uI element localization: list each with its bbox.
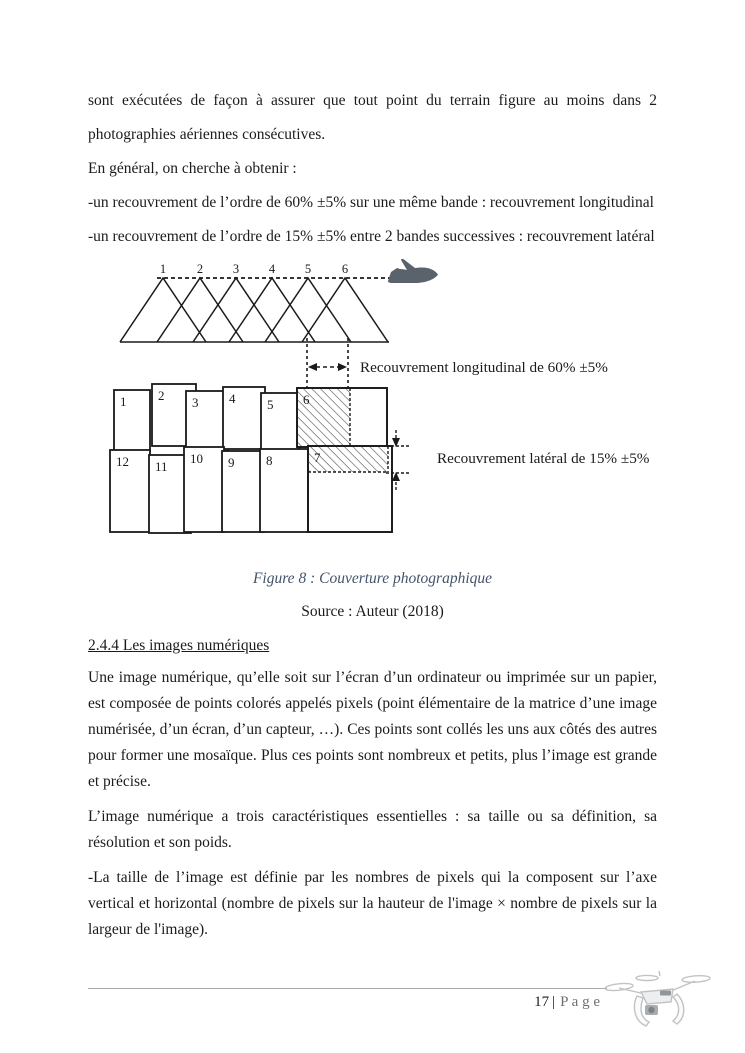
photo-number: 4 (229, 391, 236, 406)
longitudinal-label: Recouvrement longitudinal de 60% ±5% (360, 359, 608, 376)
triangle-number: 5 (304, 262, 312, 276)
figure-source: Source : Auteur (2018) (301, 603, 444, 620)
paragraph: -La taille de l’image est définie par les nombres de pixels qui la composent sur l’axe vertical et horizontal (nombre de pixels sur la hauteur de l'image × nombre de pixels sur la largeur de l'image). (88, 869, 657, 938)
footer-divider (88, 988, 607, 989)
photo-number: 6 (303, 392, 310, 407)
triangle-numbers (160, 262, 348, 276)
triangle-number: 4 (268, 262, 276, 276)
flight-strip-diagram (120, 278, 390, 342)
photo-number: 7 (314, 450, 321, 465)
triangle-number: 1 (159, 262, 167, 276)
photo-number: 11 (155, 459, 168, 474)
photo-number: 9 (228, 455, 235, 470)
paragraph: L’image numérique a trois caractéristiques essentielles : sa taille ou sa définition, sa résolution et son poids. (88, 808, 657, 851)
page-content (88, 0, 657, 943)
drone-icon (603, 966, 715, 1036)
paragraph: En général, on cherche à obtenir : (88, 160, 297, 177)
photo-number: 3 (192, 395, 199, 410)
section-heading: 2.4.4 Les images numériques (88, 637, 270, 654)
longitudinal-callout (307, 338, 348, 390)
coverage-figure (85, 258, 660, 545)
paragraph: sont exécutées de façon à assurer que tout point du terrain figure au moins dans 2 photographies aériennes consécutives. (88, 92, 657, 143)
triangle-number: 3 (232, 262, 240, 276)
page-number: 17 (534, 994, 550, 1010)
footer-separator: | (552, 994, 556, 1010)
section-paragraphs (88, 665, 657, 943)
photo-number: 12 (116, 454, 129, 469)
figure-caption: Figure 8 : Couverture photographique (252, 570, 493, 587)
airplane-icon (388, 259, 438, 283)
footer-page-word: P a g e (560, 994, 600, 1010)
photo-number: 10 (190, 451, 203, 466)
paragraph: -un recouvrement de l’ordre de 15% ±5% entre 2 bandes successives : recouvrement latéral (88, 228, 655, 245)
photo-number: 2 (158, 388, 165, 403)
photo-number: 8 (266, 453, 273, 468)
paragraph: Une image numérique, qu’elle soit sur l’écran d’un ordinateur ou imprimée sur un papier, est composée de points colorés appelés pixels (point élémentaire de la matrice d’une image numérisée, d’un écran, d’un capteur, …). Ces points sont collés les uns aux côtés des autres pour former une mosaïque. Plus ces points sont nombreux et petits, plus l’image est grande et précise. (88, 669, 657, 790)
lateral-label: Recouvrement latéral de 15% ±5% (437, 450, 650, 467)
intro-paragraphs (88, 84, 657, 254)
paragraph: -un recouvrement de l’ordre de 60% ±5% sur une même bande : recouvrement longitudinal (88, 194, 654, 211)
page-footer (88, 992, 600, 1012)
photo-block-diagram (110, 384, 392, 533)
triangle-number: 2 (196, 262, 204, 276)
photo-number: 1 (120, 394, 127, 409)
triangle-number: 6 (341, 262, 349, 276)
photo-number: 5 (267, 397, 274, 412)
